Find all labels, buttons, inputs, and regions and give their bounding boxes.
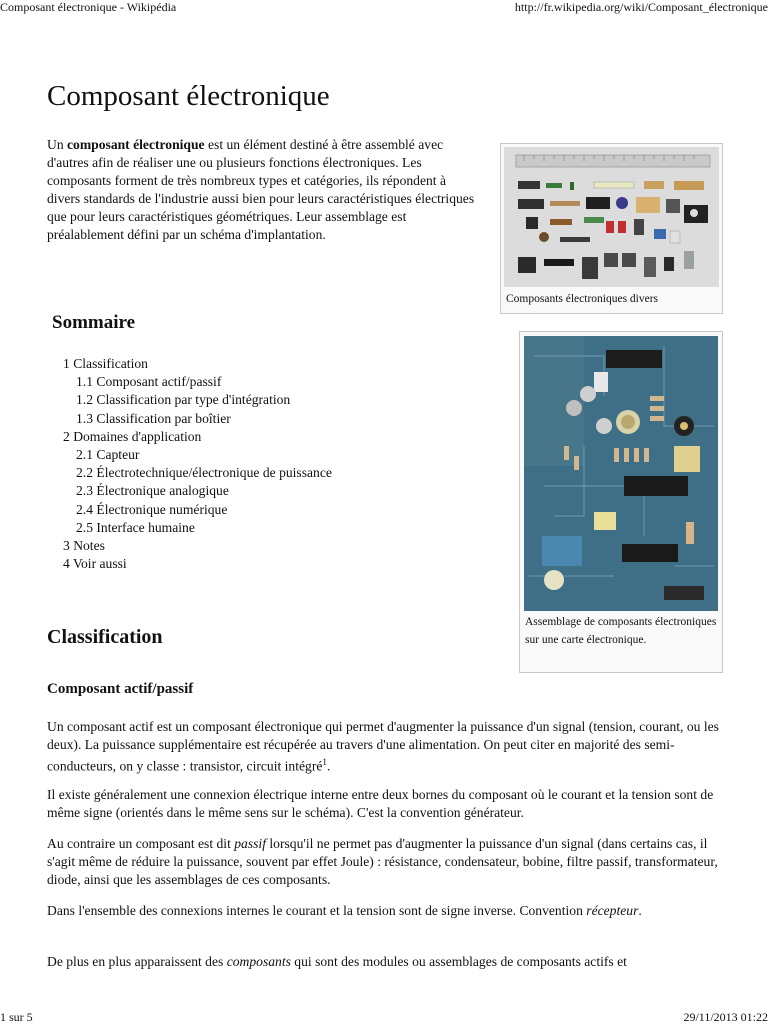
paragraph-modules-em: composants xyxy=(226,954,291,969)
paragraph-modules-after: qui sont des modules ou assemblages de composants actifs et xyxy=(290,954,627,969)
paragraph-actif-end: . xyxy=(326,758,331,774)
toc-item-notes[interactable]: 3 Notes xyxy=(63,538,105,554)
intro-bold-term: composant électronique xyxy=(67,137,205,152)
figure-caption-components: Composants électroniques divers xyxy=(506,293,659,305)
paragraph-passif-after: lorsqu'il ne permet pas d'augmenter la puissance d'un signal (dans certains cas, il s'agit même de réduire la puissance, souvent par effet Joule) : résistance, condensateur, bobine, filtre passif, transformateur, diode, ainsi que les assemblages de ces composants. xyxy=(47,836,718,887)
figure-circuit-board xyxy=(519,331,723,673)
toc-item-composant-actif-passif[interactable]: 1.1 Composant actif/passif xyxy=(76,374,222,390)
toc-item-electronique-numerique[interactable]: 2.4 Électronique numérique xyxy=(76,501,228,517)
table-of-contents xyxy=(63,355,332,573)
page-title: Composant électronique xyxy=(47,80,330,112)
circuit-board-photo[interactable] xyxy=(524,336,718,611)
paragraph-passif-em: passif xyxy=(234,836,266,851)
print-footer-page-counter: 1 sur 5 xyxy=(0,1010,33,1024)
intro-paragraph xyxy=(47,136,477,244)
figure-caption-circuit-board: Assemblage de composants électroniques sur une carte électronique. xyxy=(525,616,717,646)
paragraph-passif xyxy=(47,835,727,888)
toc-item-voir-aussi[interactable]: 4 Voir aussi xyxy=(63,556,127,572)
paragraph-convention-generateur: Il existe généralement une connexion électrique interne entre deux bornes du composant où le courant et la tension sont de même signe (orientés dans le même sens sur le schéma). C'est la convention générateur. xyxy=(47,787,714,820)
paragraph-recepteur-after: . xyxy=(638,903,642,918)
print-header-title: Composant électronique - Wikipédia xyxy=(0,0,177,14)
paragraph-modules-before: De plus en plus apparaissent des xyxy=(47,954,227,969)
paragraph-modules xyxy=(47,953,727,971)
section-heading-classification: Classification xyxy=(47,626,163,648)
paragraph-passif-before: Au contraire un composant est dit xyxy=(47,836,235,851)
intro-text: est un élément destiné à être assemblé avec d'autres afin de réaliser une ou plusieurs fonctions électroniques. Les composants forment de très nombreux types et catégories, ils répondent à divers standards de l'industrie aussi bien pour leurs caractéristiques électriques que pour leurs caractéristiques géométriques. Leur assemblage est préalablement défini par un schéma d'implantation. xyxy=(47,137,475,242)
toc-item-electrotechnique[interactable]: 2.2 Électrotechnique/électronique de puissance xyxy=(76,465,332,481)
print-footer-datetime: 29/11/2013 01:22 xyxy=(683,1010,768,1024)
paragraph-actif xyxy=(47,718,727,775)
subsection-heading-actif-passif: Composant actif/passif xyxy=(47,681,194,697)
intro-prefix: Un xyxy=(47,137,68,152)
toc-item-boitier[interactable]: 1.3 Classification par boîtier xyxy=(76,410,231,426)
toc-item-capteur[interactable]: 2.1 Capteur xyxy=(76,447,140,463)
toc-item-classification[interactable]: 1 Classification xyxy=(63,356,148,371)
toc-item-domaines-application[interactable]: 2 Domaines d'application xyxy=(63,428,202,444)
paragraph-actif-text: Un composant actif est un composant électronique qui permet d'augmenter la puissance d'un signal (tension, courant, ou les deux). La puissance supplémentaire est récupérée au travers d'une alimentation. On peut citer en majorité des semi-conducteurs, on y classe : transistor, circuit intégré xyxy=(47,719,719,774)
components-photo[interactable] xyxy=(504,147,719,287)
toc-item-type-integration[interactable]: 1.2 Classification par type d'intégration xyxy=(76,392,291,408)
footnote-ref-1[interactable]: 1 xyxy=(322,756,327,767)
print-header-url[interactable]: http://fr.wikipedia.org/wiki/Composant_électronique xyxy=(514,0,768,14)
paragraph-recepteur-em: récepteur xyxy=(586,903,639,918)
paragraph-recepteur-before: Dans l'ensemble des connexions internes le courant et la tension sont de signe inverse. Convention xyxy=(47,903,587,918)
paragraph-convention-recepteur xyxy=(47,902,727,920)
figure-components xyxy=(500,143,723,314)
toc-title: Sommaire xyxy=(52,312,136,333)
toc-item-interface-humaine[interactable]: 2.5 Interface humaine xyxy=(76,519,195,535)
toc-item-electronique-analogique[interactable]: 2.3 Électronique analogique xyxy=(76,483,229,499)
